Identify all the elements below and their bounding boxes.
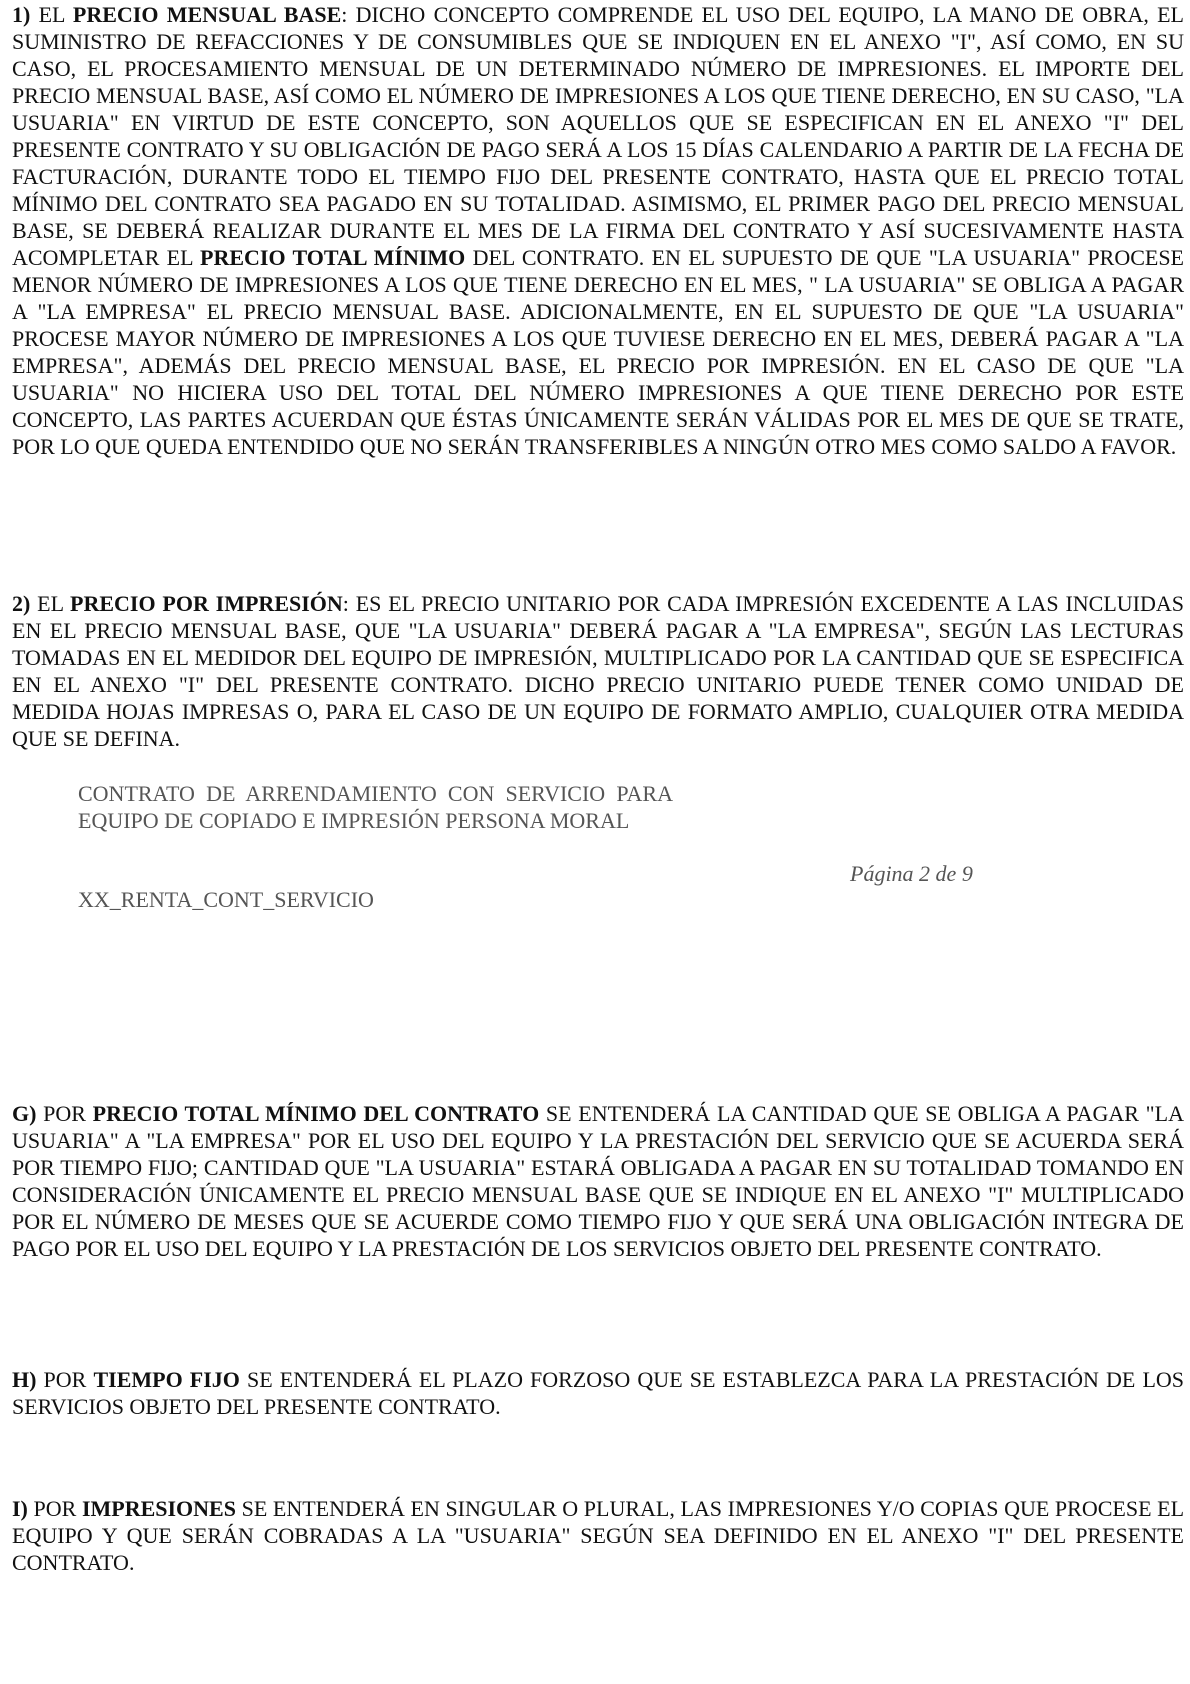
clause-i-impresiones	[12, 1495, 1184, 1576]
clause-term: PRECIO MENSUAL BASE	[72, 2, 342, 27]
clause-h-tiempo-fijo	[12, 1366, 1184, 1420]
page-footer	[0, 780, 1190, 920]
clause-body: SE ENTENDERÁ LA CANTIDAD QUE SE OBLIGA A PAGAR "LA USUARIA" A "LA EMPRESA" POR EL USO DEL EQUIPO Y LA PRESTACIÓN DEL SERVICIO QUE SE ACUERDA SERÁ POR TIEMPO FIJO; CANTIDAD QUE "LA USUARIA" ESTARÁ OBLIGADA A PAGAR EN SU TOTALIDAD TOMANDO EN CONSIDERACIÓN ÚNICAMENTE EL PRECIO MENSUAL BASE QUE SE INDIQUE EN EL ANEXO "I" MULTIPLICADO POR EL NÚMERO DE MESES QUE SE ACUERDE COMO TIEMPO FIJO Y QUE SERÁ UNA OBLIGACIÓN INTEGRA DE PAGO POR EL USO DEL EQUIPO Y LA PRESTACIÓN DE LOS SERVICIOS OBJETO DEL PRESENTE CONTRATO.	[12, 1101, 1184, 1261]
clause-marker: I)	[12, 1496, 28, 1521]
clause-prefix: POR	[27, 1496, 82, 1521]
clause-term: PRECIO POR IMPRESIÓN	[70, 591, 343, 616]
clause-prefix: EL	[30, 2, 73, 27]
clause-marker: H)	[12, 1367, 37, 1392]
clause-body: SE ENTENDERÁ EL PLAZO FORZOSO QUE SE ESTABLEZCA PARA LA PRESTACIÓN DE LOS SERVICIOS OBJETO DEL PRESENTE CONTRATO.	[12, 1367, 1185, 1419]
clause-prefix: EL	[30, 591, 71, 616]
clause-prefix: POR	[36, 1367, 94, 1392]
clause-body: : DICHO CONCEPTO COMPRENDE EL USO DEL EQUIPO, LA MANO DE OBRA, EL SUMINISTRO DE REFACCIONES Y DE CONSUMIBLES QUE SE INDIQUEN EN EL ANEXO "I", ASÍ COMO, EN SU CASO, EL PROCESAMIENTO MENSUAL DE UN DETERMINADO NÚMERO DE IMPRESIONES. EL IMPORTE DEL PRECIO MENSUAL BASE, ASÍ COMO EL NÚMERO DE IMPRESIONES A LOS QUE TIENE DERECHO, EN SU CASO, "LA USUARIA" EN VIRTUD DE ESTE CONCEPTO, SON AQUELLOS QUE SE ESPECIFICAN EN EL ANEXO "I" DEL PRESENTE CONTRATO Y SU OBLIGACIÓN DE PAGO SERÁ A LOS 15 DÍAS CALENDARIO A PARTIR DE LA FECHA DE FACTURACIÓN, DURANTE TODO EL TIEMPO FIJO DEL PRESENTE CONTRATO, HASTA QUE EL PRECIO TOTAL MÍNIMO DEL CONTRATO SEA PAGADO EN SU TOTALIDAD. ASIMISMO, EL PRIMER PAGO DEL PRECIO MENSUAL BASE, SE DEBERÁ REALIZAR DURANTE EL MES DE LA FIRMA DEL CONTRATO Y ASÍ SUCESIVAMENTE HASTA ACOMPLETAR EL	[12, 2, 1184, 270]
clause-term: IMPRESIONES	[81, 1496, 236, 1521]
clause-1-precio-mensual-base	[12, 1, 1184, 460]
clause-body: SE ENTENDERÁ EN SINGULAR O PLURAL, LAS IMPRESIONES Y/O COPIAS QUE PROCESE EL EQUIPO Y QUE SERÁN COBRADAS A LA "USUARIA" SEGÚN SEA DEFINIDO EN EL ANEXO "I" DEL PRESENTE CONTRATO.	[12, 1496, 1185, 1575]
clause-marker: G)	[12, 1101, 37, 1126]
clause-body: : ES EL PRECIO UNITARIO POR CADA IMPRESIÓN EXCEDENTE A LAS INCLUIDAS EN EL PRECIO MENSUAL BASE, QUE "LA USUARIA" DEBERÁ PAGAR A "LA EMPRESA", SEGÚN LAS LECTURAS TOMADAS EN EL MEDIDOR DEL EQUIPO DE IMPRESIÓN, MULTIPLICADO POR LA CANTIDAD QUE SE ESPECIFICA EN EL ANEXO "I" DEL PRESENTE CONTRATO. DICHO PRECIO UNITARIO PUEDE TENER COMO UNIDAD DE MEDIDA HOJAS IMPRESAS O, PARA EL CASO DE UN EQUIPO DE FORMATO AMPLIO, CUALQUIER OTRA MEDIDA QUE SE DEFINA.	[12, 591, 1185, 751]
clause-2-precio-por-impresion	[12, 590, 1184, 752]
clause-marker: 1)	[12, 2, 31, 27]
footer-document-code: XX_RENTA_CONT_SERVICIO	[78, 887, 374, 912]
footer-page-number: Página 2 de 9	[850, 861, 973, 886]
footer-document-title: CONTRATO DE ARRENDAMIENTO CON SERVICIO PARA EQUIPO DE COPIADO E IMPRESIÓN PERSONA MORAL	[78, 781, 673, 833]
clause-g-precio-total-minimo	[12, 1100, 1184, 1262]
clause-marker: 2)	[12, 591, 31, 616]
clause-term: TIEMPO FIJO	[93, 1367, 240, 1392]
clause-body-continued: DEL CONTRATO. EN EL SUPUESTO DE QUE "LA USUARIA" PROCESE MENOR NÚMERO DE IMPRESIONES A LOS QUE TIENE DERECHO EN EL MES, " LA USUARIA" SE OBLIGA A PAGAR A "LA EMPRESA" EL PRECIO MENSUAL BASE. ADICIONALMENTE, EN EL SUPUESTO DE QUE "LA USUARIA" PROCESE MAYOR NÚMERO DE IMPRESIONES A LOS QUE TUVIESE DERECHO EN EL MES, DEBERÁ PAGAR A "LA EMPRESA", ADEMÁS DEL PRECIO MENSUAL BASE, EL PRECIO POR IMPRESIÓN. EN EL CASO DE QUE "LA USUARIA" NO HICIERA USO DEL TOTAL DEL NÚMERO IMPRESIONES A QUE TIENE DERECHO POR ESTE CONCEPTO, LAS PARTES ACUERDAN QUE ÉSTAS ÚNICAMENTE SERÁN VÁLIDAS POR EL MES DE QUE SE TRATE, POR LO QUE QUEDA ENTENDIDO QUE NO SERÁN TRANSFERIBLES A NINGÚN OTRO MES COMO SALDO A FAVOR.	[12, 245, 1184, 459]
clause-term-secondary: PRECIO TOTAL MÍNIMO	[200, 245, 466, 270]
clause-term: PRECIO TOTAL MÍNIMO DEL CONTRATO	[92, 1101, 540, 1126]
clause-prefix: POR	[36, 1101, 93, 1126]
